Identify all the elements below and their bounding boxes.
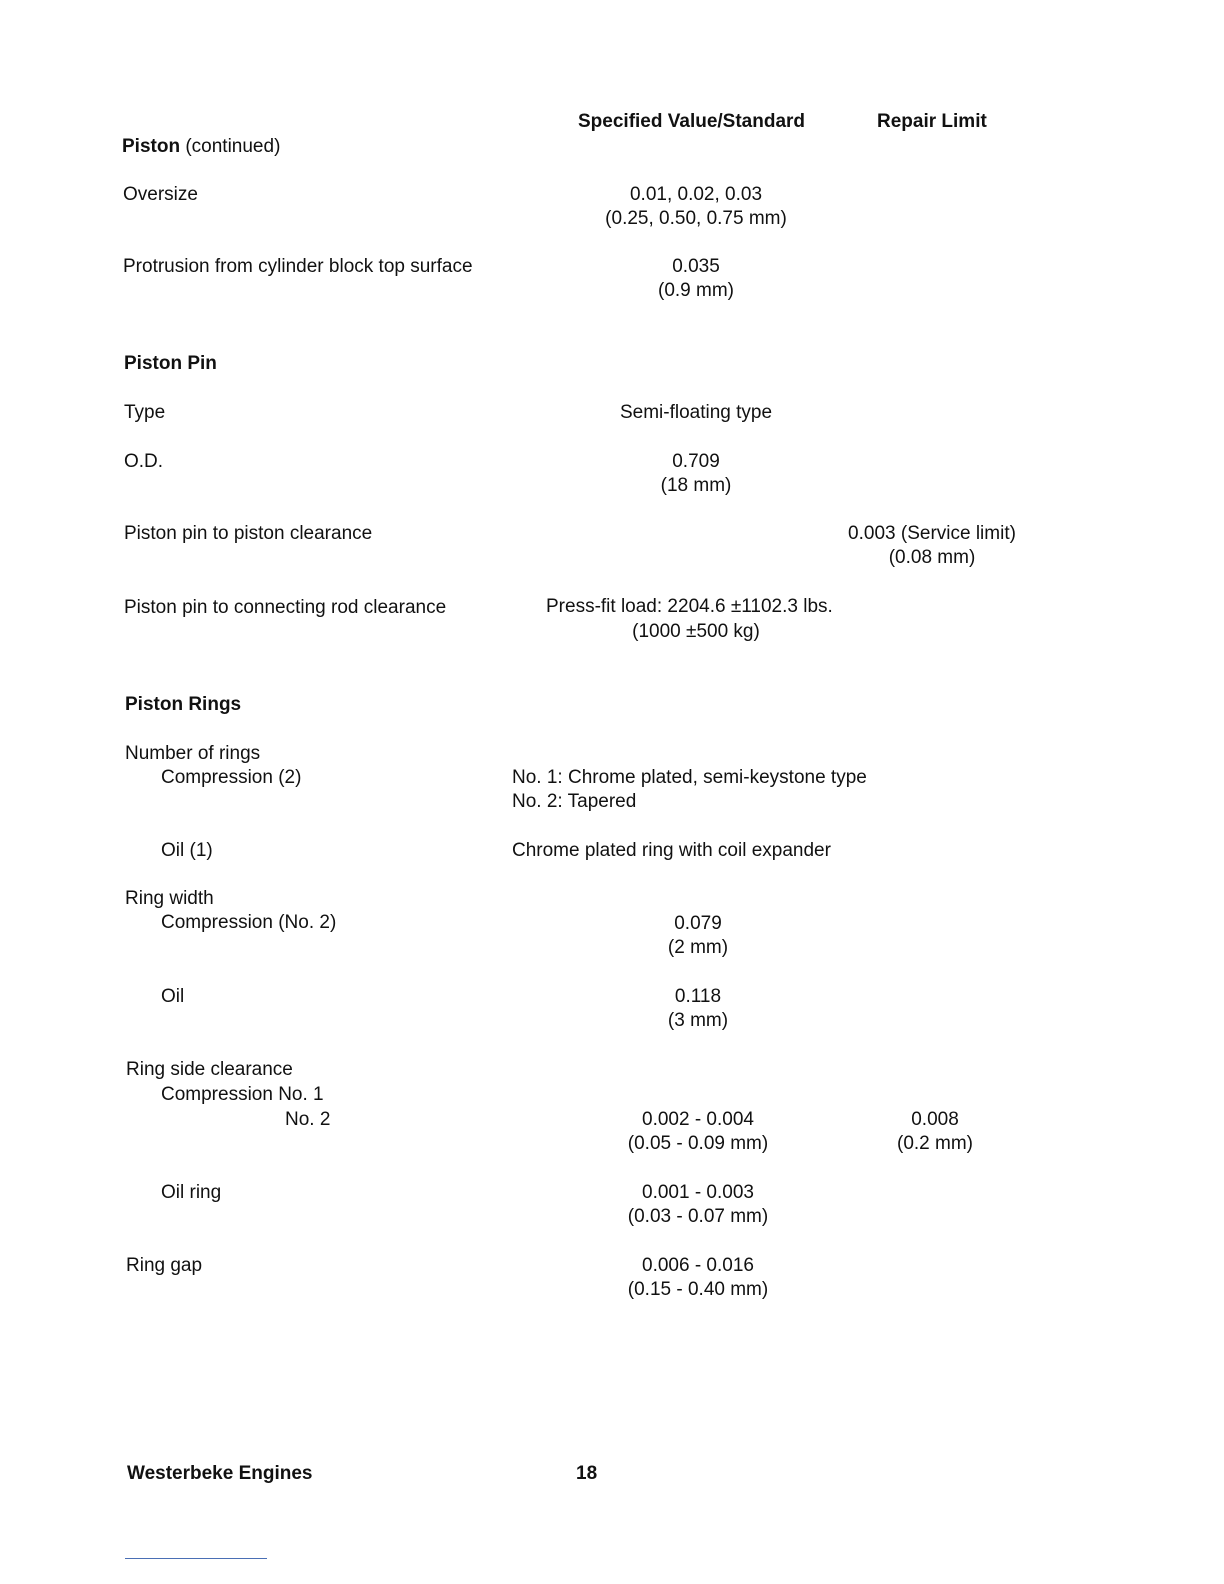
ring-side-oil-spec-line2: (0.03 - 0.07 mm) bbox=[627, 1206, 769, 1227]
ring-side-clearance-label: Ring side clearance bbox=[126, 1059, 293, 1080]
ring-side-no2-label: No. 2 bbox=[285, 1109, 331, 1130]
ring-side-oil-label: Oil ring bbox=[161, 1182, 222, 1203]
ring-side-spec-line1: 0.002 - 0.004 bbox=[642, 1109, 754, 1130]
pin-to-piston-limit-line1: 0.003 (Service limit) bbox=[848, 523, 1016, 544]
pin-od-spec-line1: 0.709 bbox=[672, 451, 720, 472]
section-title-piston-rest: (continued) bbox=[180, 136, 281, 157]
protrusion-label: Protrusion from cylinder block top surface bbox=[123, 256, 473, 277]
pin-od-label: O.D. bbox=[124, 451, 164, 472]
pin-to-rod-label: Piston pin to connecting rod clearance bbox=[124, 597, 447, 618]
ring-width-compression-spec-line1: 0.079 bbox=[674, 913, 722, 934]
column-header-limit: Repair Limit bbox=[877, 111, 987, 132]
section-title-piston-pin: Piston Pin bbox=[124, 353, 217, 374]
ring-width-label: Ring width bbox=[125, 888, 214, 909]
ring-side-oil-spec-line1: 0.001 - 0.003 bbox=[642, 1182, 754, 1203]
column-header-spec: Specified Value/Standard bbox=[578, 111, 806, 132]
ring-side-spec-line2: (0.05 - 0.09 mm) bbox=[627, 1133, 769, 1154]
pin-to-piston-label: Piston pin to piston clearance bbox=[124, 523, 373, 544]
oversize-spec-line2: (0.25, 0.50, 0.75 mm) bbox=[605, 208, 787, 229]
ring-width-oil-label: Oil bbox=[161, 986, 185, 1007]
ring-width-oil-spec-line2: (3 mm) bbox=[667, 1010, 729, 1031]
footer-page-number: 18 bbox=[576, 1463, 598, 1484]
rings-compression-spec-line2: No. 2: Tapered bbox=[512, 791, 637, 812]
ring-width-compression-spec-line2: (2 mm) bbox=[667, 937, 729, 958]
ring-width-compression-label: Compression (No. 2) bbox=[161, 912, 337, 933]
pin-type-spec: Semi-floating type bbox=[619, 402, 773, 423]
number-of-rings-label: Number of rings bbox=[125, 743, 261, 764]
protrusion-spec-line1: 0.035 bbox=[672, 256, 720, 277]
pin-od-spec-line2: (18 mm) bbox=[660, 475, 732, 496]
section-title-piston bbox=[122, 135, 280, 159]
footer-company: Westerbeke Engines bbox=[127, 1463, 313, 1484]
oversize-spec-line1: 0.01, 0.02, 0.03 bbox=[629, 184, 763, 205]
rings-oil-spec: Chrome plated ring with coil expander bbox=[512, 840, 831, 861]
protrusion-spec-line2: (0.9 mm) bbox=[658, 280, 734, 301]
oversize-label: Oversize bbox=[123, 184, 198, 205]
rings-compression-spec-line1: No. 1: Chrome plated, semi-keystone type bbox=[512, 767, 867, 788]
ring-gap-spec-line1: 0.006 - 0.016 bbox=[642, 1255, 754, 1276]
ring-side-limit-line1: 0.008 bbox=[911, 1109, 959, 1130]
section-title-piston-rings: Piston Rings bbox=[125, 694, 242, 715]
footer-divider bbox=[125, 1558, 267, 1559]
ring-width-oil-spec-line1: 0.118 bbox=[674, 986, 722, 1007]
ring-gap-label: Ring gap bbox=[126, 1255, 203, 1276]
pin-to-rod-spec-line2: (1000 ±500 kg) bbox=[632, 621, 760, 642]
section-title-piston-bold: Piston bbox=[122, 136, 181, 157]
ring-gap-spec-line2: (0.15 - 0.40 mm) bbox=[627, 1279, 769, 1300]
rings-compression-label: Compression (2) bbox=[161, 767, 302, 788]
ring-side-limit-line2: (0.2 mm) bbox=[897, 1133, 973, 1154]
pin-to-rod-spec-line1: Press-fit load: 2204.6 ±1102.3 lbs. bbox=[546, 596, 833, 617]
pin-type-label: Type bbox=[124, 402, 166, 423]
rings-oil-label: Oil (1) bbox=[161, 840, 213, 861]
ring-side-compression-label: Compression No. 1 bbox=[161, 1084, 324, 1105]
pin-to-piston-limit-line2: (0.08 mm) bbox=[888, 547, 976, 568]
